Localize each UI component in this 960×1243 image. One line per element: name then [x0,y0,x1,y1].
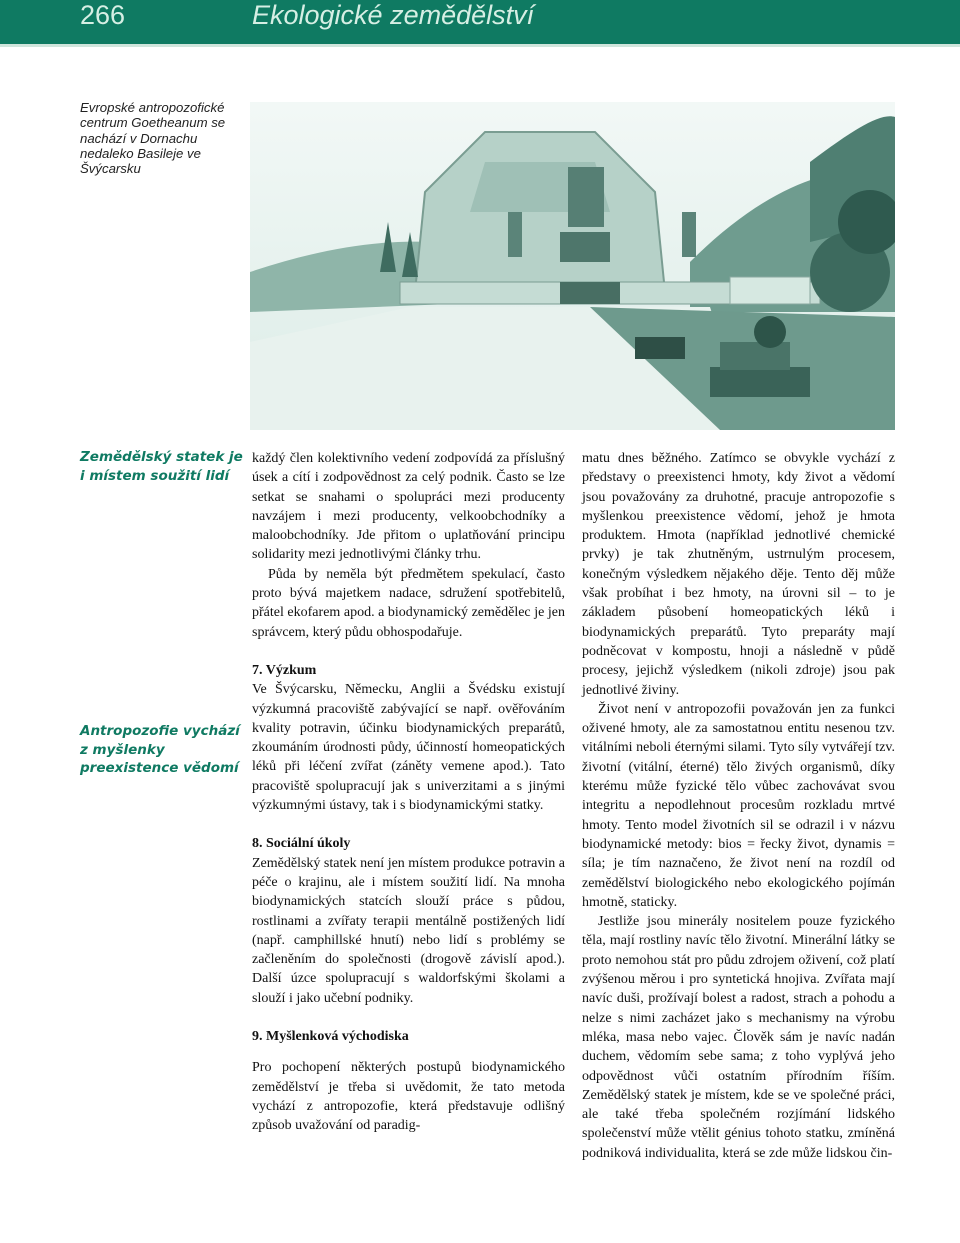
marginal-heading-anthroposophy [80,722,245,778]
paragraph: každý člen kolektivního vedení zodpovídá za příslušný úsek a cítí i zodpovědnost za celý podnik. Často se lze setkat se snahami o spolupráci mezi producenty navzájem i mezi producenty, velkoobchodníky a maloobchodníky. Jde přitom o uplatňování principu solidarity mezi jednotlivými články trhu. [252,451,565,563]
paragraph: Půda by neměla být předmětem spekulací, často proto bývá majetkem nadace, sdružení spotřebitelů, přátel ekofarem apod. a biodynamický zemědělec je jen správcem, který půdu obhospodařuje. [252,566,565,640]
section-heading-research: 7. Výzkum [252,662,317,678]
marginal-heading-line: preexistence vědomí [80,760,239,776]
paragraph: matu dnes běžného. Zatímco se obvykle vychází z představy o preexistenci hmoty, kdy život a vědomí jsou považovány za druhotné, pracuje antropozofie s myšlenkou preexistence vědomí, jehož je hmota produktem. Hmota (například jednotlivé chemické prvky) je tak zhutněným, ustrnulým procesem, konečným výsledkem nějakého děje. Tento děj může však probíhat i bez hmoty, na úrovni sil – to je základem působení homeopatických léků i biodynamických preparátů. Tyto preparáty mají podněcovat v kompostu, hnoji a následně v půdě procesy, jejichž výsledkem (nikoli zdroje) jsou pak jednotlivé živiny. [582,451,895,698]
marginal-heading-line: i místem soužití lidí [80,467,230,484]
marginal-heading-coexistence [80,448,245,485]
section-heading-ideas: 9. Myšlenková východiska [252,1029,409,1045]
figure-caption: Evropské antropozofické centrum Goetheanum se nachází v Dornachu nedaleko Basileje ve Švýcarsku [80,100,226,177]
text-column-left [252,449,565,1136]
page-number: 266 [80,0,126,30]
running-title: Ekologické zemědělství [252,0,535,30]
paragraph: Jestliže jsou minerály nositelem pouze fyzického těla, mají rostliny navíc tělo životní. Minerální látky se proto nemohou stát pro půdu zdrojem oživení, což platí zvýšenou měrou i pro syntetická hnojiva. Zvířata mají navíc duši, prožívají bolest a radost, strach a pohodu a nelze s nimi zacházet jako s mechanismy na výrobu mléka, masa nebo vajec. Člověk sám je navíc nadán duchem, vědomím sebe sama; z toho vyplývá jeho odpovědnost vůči ostatním přírodním říším. Zemědělský statek je místem, kde se ve společné práci, ale také třeba společném rozjímání lidského společenství může vtělit génius tohoto statku, zmíněná podniková individualita, která se zde může lidskou čin- [582,914,895,1161]
marginal-heading-line: Zemědělský statek je [80,449,243,465]
paragraph: Zemědělský statek není jen místem produkce potravin a péče o krajinu, ale i místem soužití lidí. Na mnoha biodynamických statcích slouží práce s půdou, rostlinami a zvířaty terapii mentálně postižených lidí (např. camphillské hnutí) nebo lidí s problémy se začleněním do společnosti (drogově závislí apod.). Další úzce spolupracují s waldorfskými školami a slouží i jako učební podniky. [252,855,565,1006]
section-heading-social: 8. Sociální úkoly [252,836,351,852]
paragraph: Pro pochopení některých postupů biodynamického zemědělství je třeba si uvědomit, že tato metoda vychází z antropozofie, která představuje odlišný způsob uvažování od paradig- [252,1060,565,1134]
text-column-right [582,449,895,1163]
goetheanum-photo [250,102,895,430]
paragraph: Ve Švýcarsku, Německu, Anglii a Švédsku existují výzkumná pracoviště zabývající se např. ověřováním kvality potravin, účinku biodynamických preparátů, zkoumáním úrodnosti půdy, účinností homeopatických léků při léčení zvířat (záněty vemene apod.). Tato pracoviště spolupracují jak s univerzitami a s jinými výzkumnými ústavy, tak i s biodynamickými statky. [252,682,565,814]
marginal-heading-line: Antropozofie vychází [80,723,240,739]
paragraph: Život není v antropozofii považován jen za funkci oživené hmoty, ale za samostatnou entitu nesenou tzv. vitálními neboli éternými silami. Tyto síly vytvářejí tzv. životní (vitální, éterné) tělo živých organismů, díky kterému může fyzické tělo vůbec zachovávat svou integritu a nepodlehnout procesům rozkladu mrtvé hmoty. Tento model životních sil se odrazil i v názvu biodynamické metody: bios = řecky život, dynamis = síla; je tím naznačeno, že život není na rozdíl od zemědělství biologického nebo ekologického pojímán hmotně, staticky. [582,701,895,910]
header-stripe [0,44,960,47]
marginal-heading-line: z myšlenky [80,741,165,758]
